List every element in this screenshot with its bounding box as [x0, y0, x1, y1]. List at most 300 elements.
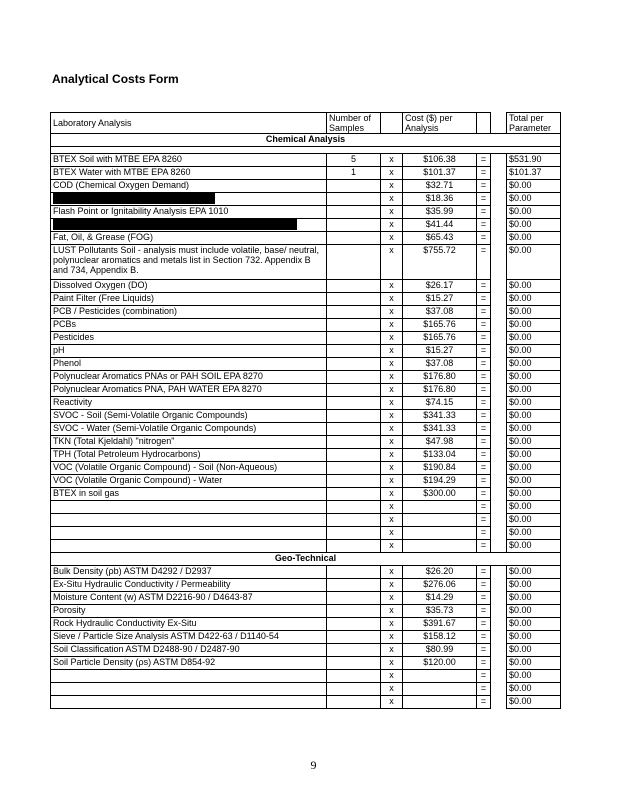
equals-symbol: =: [477, 180, 491, 193]
sample-count: [327, 384, 381, 397]
parameter-total: $0.00: [507, 644, 561, 657]
table-row: [51, 618, 561, 631]
sample-count: [327, 193, 381, 206]
unit-cost: $133.04: [403, 449, 477, 462]
table-row: [51, 280, 561, 293]
parameter-total: $0.00: [507, 462, 561, 475]
column-gap: [491, 345, 507, 358]
page-number: 9: [310, 758, 317, 772]
unit-cost: $14.29: [403, 592, 477, 605]
unit-cost: $35.99: [403, 206, 477, 219]
section-heading-chemical: Chemical Analysis: [51, 134, 561, 147]
column-gap: [491, 193, 507, 206]
times-symbol: x: [381, 306, 403, 319]
analysis-name: Ex-Situ Hydraulic Conductivity / Permeability: [51, 579, 327, 592]
table-row: [51, 462, 561, 475]
analysis-name: Paint Filter (Free Liquids): [51, 293, 327, 306]
section-row-geo: [51, 553, 561, 566]
parameter-total: $0.00: [507, 696, 561, 709]
spacer-cell: [51, 147, 561, 154]
table-row: [51, 345, 561, 358]
unit-cost: $341.33: [403, 410, 477, 423]
unit-cost: [403, 540, 477, 553]
column-gap: [491, 592, 507, 605]
column-gap: [491, 306, 507, 319]
column-gap: [491, 670, 507, 683]
column-gap: [491, 154, 507, 167]
parameter-total: $0.00: [507, 670, 561, 683]
equals-symbol: =: [477, 644, 491, 657]
sample-count: [327, 501, 381, 514]
sample-count: [327, 332, 381, 345]
table-row: [51, 397, 561, 410]
table-row: [51, 193, 561, 206]
times-symbol: x: [381, 631, 403, 644]
parameter-total: $0.00: [507, 475, 561, 488]
analysis-name: Porosity: [51, 605, 327, 618]
table-row: [51, 232, 561, 245]
column-gap: [491, 696, 507, 709]
equals-symbol: =: [477, 514, 491, 527]
unit-cost: $176.80: [403, 371, 477, 384]
unit-cost: $391.67: [403, 618, 477, 631]
times-symbol: x: [381, 384, 403, 397]
equals-symbol: =: [477, 618, 491, 631]
times-symbol: x: [381, 579, 403, 592]
parameter-total: $0.00: [507, 423, 561, 436]
table-row: [51, 631, 561, 644]
parameter-total: $101.37: [507, 167, 561, 180]
analysis-name: Bulk Density (ρb) ASTM D4292 / D2937: [51, 566, 327, 579]
equals-symbol: =: [477, 657, 491, 670]
unit-cost: $120.00: [403, 657, 477, 670]
equals-symbol: =: [477, 319, 491, 332]
equals-symbol: =: [477, 384, 491, 397]
unit-cost: $176.80: [403, 384, 477, 397]
sample-count: [327, 319, 381, 332]
table-row: [51, 501, 561, 514]
analysis-name: Soil Particle Density (ρs) ASTM D854-92: [51, 657, 327, 670]
form-title: Analytical Costs Form: [52, 72, 179, 86]
analysis-name: [51, 219, 327, 232]
parameter-total: $0.00: [507, 683, 561, 696]
sample-count: [327, 293, 381, 306]
sample-count: [327, 644, 381, 657]
equals-symbol: =: [477, 696, 491, 709]
analysis-name: [51, 193, 327, 206]
parameter-total: $0.00: [507, 232, 561, 245]
header-total: Total per Parameter: [507, 113, 561, 134]
equals-symbol: =: [477, 527, 491, 540]
parameter-total: $0.00: [507, 280, 561, 293]
times-symbol: x: [381, 618, 403, 631]
header-eq-spacer: [477, 113, 491, 134]
parameter-total: $0.00: [507, 579, 561, 592]
table-row: [51, 475, 561, 488]
analysis-name: VOC (Volatile Organic Compound) - Soil (Non-Aqueous): [51, 462, 327, 475]
analysis-name: Flash Point or Ignitability Analysis EPA 1010: [51, 206, 327, 219]
times-symbol: x: [381, 293, 403, 306]
parameter-total: $0.00: [507, 180, 561, 193]
parameter-total: $0.00: [507, 527, 561, 540]
unit-cost: [403, 514, 477, 527]
times-symbol: x: [381, 245, 403, 280]
table-row: [51, 180, 561, 193]
header-row: [51, 113, 561, 134]
column-gap: [491, 514, 507, 527]
times-symbol: x: [381, 219, 403, 232]
times-symbol: x: [381, 154, 403, 167]
column-gap: [491, 232, 507, 245]
parameter-total: $0.00: [507, 319, 561, 332]
sample-count: [327, 449, 381, 462]
parameter-total: $0.00: [507, 618, 561, 631]
table-row: [51, 696, 561, 709]
analysis-name: PCB / Pesticides (combination): [51, 306, 327, 319]
parameter-total: $0.00: [507, 219, 561, 232]
analysis-name: [51, 540, 327, 553]
section-row-chemical: [51, 134, 561, 147]
unit-cost: $18.36: [403, 193, 477, 206]
equals-symbol: =: [477, 631, 491, 644]
column-gap: [491, 293, 507, 306]
sample-count: [327, 410, 381, 423]
parameter-total: $0.00: [507, 371, 561, 384]
column-gap: [491, 644, 507, 657]
unit-cost: $300.00: [403, 488, 477, 501]
column-gap: [491, 657, 507, 670]
times-symbol: x: [381, 358, 403, 371]
sample-count: [327, 618, 381, 631]
times-symbol: x: [381, 696, 403, 709]
header-gap: [491, 113, 507, 134]
table-row: [51, 306, 561, 319]
table-row: [51, 245, 561, 280]
analysis-name: Dissolved Oxygen (DO): [51, 280, 327, 293]
equals-symbol: =: [477, 332, 491, 345]
parameter-total: $0.00: [507, 514, 561, 527]
unit-cost: $15.27: [403, 293, 477, 306]
table-row: [51, 293, 561, 306]
times-symbol: x: [381, 280, 403, 293]
equals-symbol: =: [477, 605, 491, 618]
table-row: [51, 319, 561, 332]
column-gap: [491, 397, 507, 410]
column-gap: [491, 371, 507, 384]
parameter-total: $0.00: [507, 631, 561, 644]
equals-symbol: =: [477, 154, 491, 167]
times-symbol: x: [381, 319, 403, 332]
unit-cost: $32.71: [403, 180, 477, 193]
analysis-name: Polynuclear Aromatics PNA, PAH WATER EPA 8270: [51, 384, 327, 397]
table-row: [51, 605, 561, 618]
column-gap: [491, 462, 507, 475]
times-symbol: x: [381, 527, 403, 540]
times-symbol: x: [381, 462, 403, 475]
parameter-total: $0.00: [507, 436, 561, 449]
column-gap: [491, 501, 507, 514]
analysis-name: pH: [51, 345, 327, 358]
column-gap: [491, 449, 507, 462]
sample-count: [327, 696, 381, 709]
times-symbol: x: [381, 566, 403, 579]
sample-count: [327, 397, 381, 410]
times-symbol: x: [381, 475, 403, 488]
unit-cost: $74.15: [403, 397, 477, 410]
sample-count: [327, 488, 381, 501]
table-row: [51, 670, 561, 683]
unit-cost: $65.43: [403, 232, 477, 245]
column-gap: [491, 488, 507, 501]
table-row: [51, 436, 561, 449]
analysis-name: [51, 527, 327, 540]
analysis-name: COD (Chemical Oxygen Demand): [51, 180, 327, 193]
analysis-name: [51, 683, 327, 696]
equals-symbol: =: [477, 206, 491, 219]
equals-symbol: =: [477, 193, 491, 206]
sample-count: [327, 206, 381, 219]
sample-count: [327, 605, 381, 618]
column-gap: [491, 475, 507, 488]
column-gap: [491, 332, 507, 345]
column-gap: [491, 410, 507, 423]
equals-symbol: =: [477, 345, 491, 358]
times-symbol: x: [381, 670, 403, 683]
unit-cost: [403, 683, 477, 696]
sample-count: [327, 371, 381, 384]
unit-cost: $194.29: [403, 475, 477, 488]
unit-cost: $47.98: [403, 436, 477, 449]
unit-cost: $158.12: [403, 631, 477, 644]
unit-cost: $101.37: [403, 167, 477, 180]
analysis-name: [51, 670, 327, 683]
equals-symbol: =: [477, 436, 491, 449]
equals-symbol: =: [477, 462, 491, 475]
sample-count: [327, 579, 381, 592]
table-row: [51, 488, 561, 501]
table-row: [51, 154, 561, 167]
equals-symbol: =: [477, 488, 491, 501]
times-symbol: x: [381, 410, 403, 423]
unit-cost: $37.08: [403, 306, 477, 319]
sample-count: [327, 540, 381, 553]
analysis-name: LUST Pollutants Soil - analysis must include volatile, base/ neutral, polynuclear aromatics and metals list in Section 732. Appendix B and 734, Appendix B.: [51, 245, 327, 280]
parameter-total: $0.00: [507, 540, 561, 553]
table-row: [51, 206, 561, 219]
parameter-total: $0.00: [507, 193, 561, 206]
unit-cost: [403, 670, 477, 683]
table-row: [51, 566, 561, 579]
parameter-total: $0.00: [507, 410, 561, 423]
equals-symbol: =: [477, 397, 491, 410]
equals-symbol: =: [477, 566, 491, 579]
column-gap: [491, 436, 507, 449]
equals-symbol: =: [477, 167, 491, 180]
sample-count: 1: [327, 167, 381, 180]
header-x-spacer: [381, 113, 403, 134]
sample-count: [327, 670, 381, 683]
times-symbol: x: [381, 206, 403, 219]
unit-cost: $15.27: [403, 345, 477, 358]
parameter-total: $0.00: [507, 657, 561, 670]
column-gap: [491, 566, 507, 579]
times-symbol: x: [381, 644, 403, 657]
analysis-name: VOC (Volatile Organic Compound) - Water: [51, 475, 327, 488]
sample-count: 5: [327, 154, 381, 167]
sample-count: [327, 514, 381, 527]
parameter-total: $0.00: [507, 293, 561, 306]
parameter-total: $0.00: [507, 397, 561, 410]
table-row: [51, 423, 561, 436]
unit-cost: $165.76: [403, 319, 477, 332]
times-symbol: x: [381, 397, 403, 410]
analysis-name: BTEX Water with MTBE EPA 8260: [51, 167, 327, 180]
header-cost: Cost ($) per Analysis: [403, 113, 477, 134]
header-analysis: Laboratory Analysis: [51, 113, 327, 134]
parameter-total: $0.00: [507, 488, 561, 501]
analysis-name: Soil Classification ASTM D2488-90 / D2487-90: [51, 644, 327, 657]
table-row: [51, 449, 561, 462]
times-symbol: x: [381, 167, 403, 180]
equals-symbol: =: [477, 670, 491, 683]
parameter-total: $0.00: [507, 501, 561, 514]
sample-count: [327, 306, 381, 319]
sample-count: [327, 232, 381, 245]
unit-cost: $276.06: [403, 579, 477, 592]
analysis-name: Reactivity: [51, 397, 327, 410]
times-symbol: x: [381, 371, 403, 384]
column-gap: [491, 219, 507, 232]
parameter-total: $0.00: [507, 332, 561, 345]
equals-symbol: =: [477, 358, 491, 371]
parameter-total: $0.00: [507, 605, 561, 618]
table-row: [51, 514, 561, 527]
parameter-total: $0.00: [507, 245, 561, 280]
equals-symbol: =: [477, 280, 491, 293]
unit-cost: $190.84: [403, 462, 477, 475]
unit-cost: $26.20: [403, 566, 477, 579]
times-symbol: x: [381, 449, 403, 462]
analysis-name: [51, 514, 327, 527]
table-row: [51, 219, 561, 232]
column-gap: [491, 319, 507, 332]
parameter-total: $531.90: [507, 154, 561, 167]
unit-cost: [403, 527, 477, 540]
times-symbol: x: [381, 232, 403, 245]
times-symbol: x: [381, 345, 403, 358]
analysis-name: Rock Hydraulic Conductivity Ex-Situ: [51, 618, 327, 631]
table-row: [51, 644, 561, 657]
column-gap: [491, 358, 507, 371]
column-gap: [491, 180, 507, 193]
sample-count: [327, 657, 381, 670]
column-gap: [491, 618, 507, 631]
equals-symbol: =: [477, 232, 491, 245]
unit-cost: $35.73: [403, 605, 477, 618]
header-samples: Number of Samples: [327, 113, 381, 134]
unit-cost: $341.33: [403, 423, 477, 436]
analysis-name: PCBs: [51, 319, 327, 332]
sample-count: [327, 280, 381, 293]
analysis-name: [51, 696, 327, 709]
table-row: [51, 683, 561, 696]
sample-count: [327, 475, 381, 488]
analysis-name: Moisture Content (w) ASTM D2216-90 / D4643-87: [51, 592, 327, 605]
equals-symbol: =: [477, 683, 491, 696]
parameter-total: $0.00: [507, 566, 561, 579]
equals-symbol: =: [477, 245, 491, 280]
column-gap: [491, 206, 507, 219]
sample-count: [327, 219, 381, 232]
sample-count: [327, 180, 381, 193]
times-symbol: x: [381, 657, 403, 670]
table-row: [51, 332, 561, 345]
parameter-total: $0.00: [507, 306, 561, 319]
times-symbol: x: [381, 488, 403, 501]
unit-cost: $165.76: [403, 332, 477, 345]
analysis-name: [51, 501, 327, 514]
analysis-name: Fat, Oil, & Grease (FOG): [51, 232, 327, 245]
parameter-total: $0.00: [507, 592, 561, 605]
unit-cost: $26.17: [403, 280, 477, 293]
parameter-total: $0.00: [507, 384, 561, 397]
redaction-block: [53, 219, 297, 230]
sample-count: [327, 631, 381, 644]
equals-symbol: =: [477, 475, 491, 488]
equals-symbol: =: [477, 293, 491, 306]
times-symbol: x: [381, 423, 403, 436]
sample-count: [327, 566, 381, 579]
analysis-name: Sieve / Particle Size Analysis ASTM D422-63 / D1140-54: [51, 631, 327, 644]
unit-cost: $755.72: [403, 245, 477, 280]
analysis-name: SVOC - Soil (Semi-Volatile Organic Compounds): [51, 410, 327, 423]
analytical-costs-table: [50, 112, 561, 709]
times-symbol: x: [381, 683, 403, 696]
sample-count: [327, 423, 381, 436]
equals-symbol: =: [477, 540, 491, 553]
column-gap: [491, 245, 507, 280]
table-row: [51, 410, 561, 423]
table-row: [51, 657, 561, 670]
column-gap: [491, 423, 507, 436]
times-symbol: x: [381, 501, 403, 514]
analysis-name: Phenol: [51, 358, 327, 371]
table-row: [51, 384, 561, 397]
parameter-total: $0.00: [507, 358, 561, 371]
analysis-name: BTEX Soil with MTBE EPA 8260: [51, 154, 327, 167]
column-gap: [491, 605, 507, 618]
times-symbol: x: [381, 180, 403, 193]
analysis-name: Pesticides: [51, 332, 327, 345]
column-gap: [491, 167, 507, 180]
sample-count: [327, 527, 381, 540]
table-row: [51, 527, 561, 540]
times-symbol: x: [381, 540, 403, 553]
table-row: [51, 579, 561, 592]
column-gap: [491, 280, 507, 293]
unit-cost: [403, 501, 477, 514]
redaction-block: [53, 193, 215, 204]
equals-symbol: =: [477, 410, 491, 423]
times-symbol: x: [381, 193, 403, 206]
section-heading-geo: Geo-Technical: [51, 553, 561, 566]
parameter-total: $0.00: [507, 449, 561, 462]
equals-symbol: =: [477, 371, 491, 384]
analysis-name: Polynuclear Aromatics PNAs or PAH SOIL EPA 8270: [51, 371, 327, 384]
table-row: [51, 371, 561, 384]
unit-cost: $41.44: [403, 219, 477, 232]
table-row: [51, 540, 561, 553]
